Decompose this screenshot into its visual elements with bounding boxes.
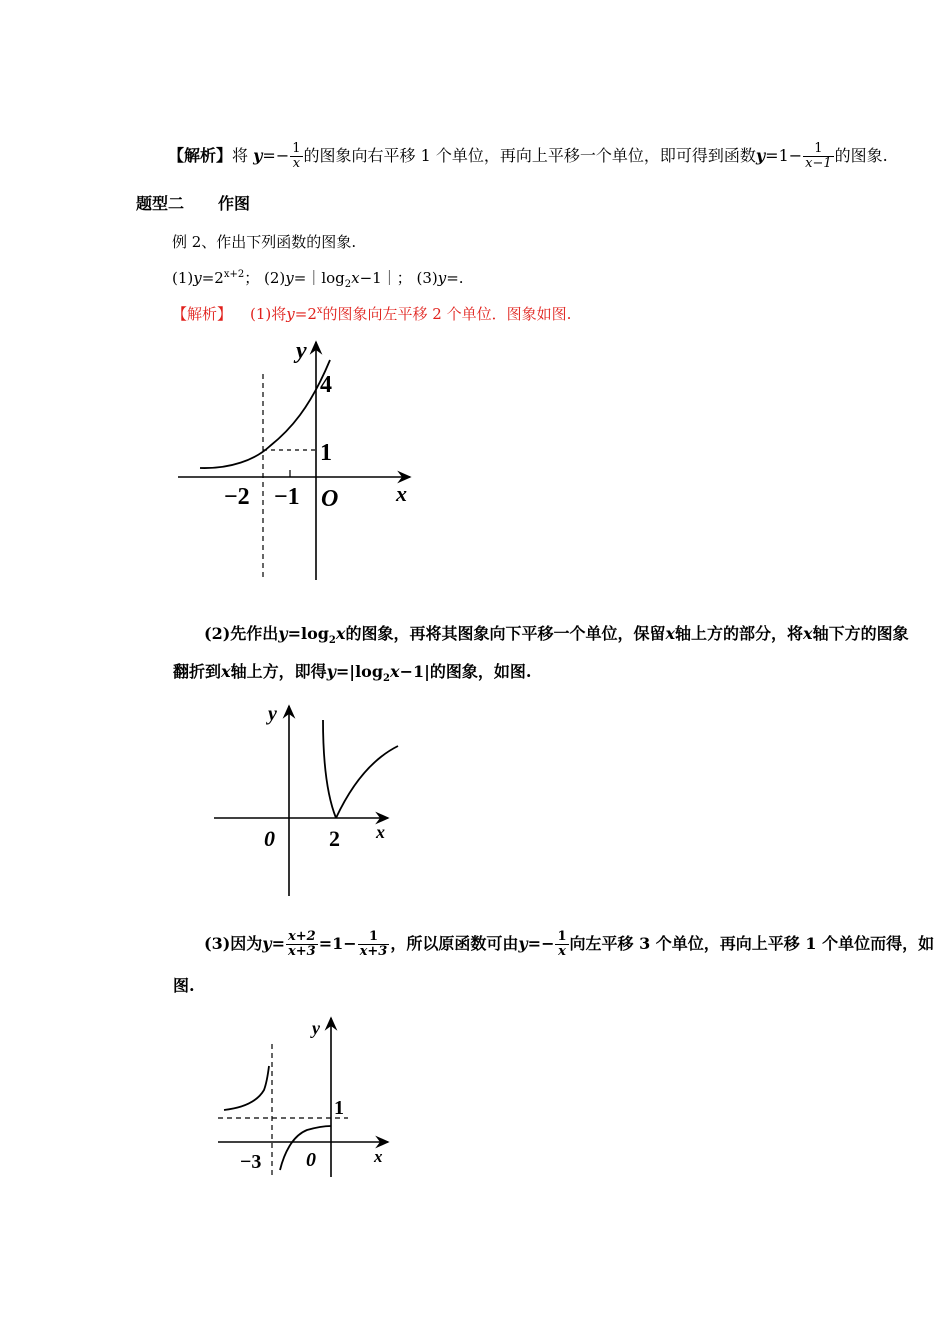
section-title: 题型二 作图 — [136, 194, 251, 213]
fraction: $\frac{x+2}{x+3}$ — [287, 929, 316, 959]
origin-label: 0 — [264, 826, 275, 851]
solution-paragraph-1: 【解析】将 y=− $\frac{1}{x}$ 的图象向右平移 1 个单位，再向上平移一个单位，即可得到函数y=1− $\frac{1}{x-1}$ 的图象. — [168, 141, 888, 171]
x-axis-label: x — [374, 1147, 383, 1166]
label-1: 1 — [320, 440, 332, 466]
label-neg3: −3 — [240, 1151, 262, 1173]
fraction: $\frac{1}{x}$ — [557, 929, 567, 959]
label-neg2: −2 — [224, 484, 250, 510]
solution-3-line-1: (3)因为y= $\frac{x+2}{x+3}$ =1− $\frac{1}{x+3}$ ，所以原函数可由y=− $\frac{1}{x}$ 向左平移 3 个单位，再向上平移 1 个单位而得，如 — [204, 929, 935, 959]
rational-curve-left — [224, 1066, 269, 1110]
fraction: $\frac{1}{x+3}$ — [359, 929, 388, 959]
y-axis-label: y — [296, 338, 307, 364]
y-axis-label: y — [312, 1018, 320, 1038]
y-axis-label: y — [268, 703, 277, 725]
label-neg1: −1 — [274, 484, 300, 510]
fraction: $\frac{1}{x-1}$ — [805, 141, 832, 171]
solution-3-line-2: 图. — [173, 976, 195, 995]
solution-tag: 【解析】 — [168, 146, 233, 165]
solution-1: 【解析】 (1)将$y=2^x$的图象向左平移 2 个单位．图象如图. — [172, 305, 572, 323]
label-1: 1 — [334, 1097, 344, 1119]
solution-2-line-1: (2)先作出$y=\log_2x$的图象，再将其图象向下平移一个单位，保留x轴上方的部分，将x轴下方的图象 — [204, 624, 909, 647]
example-questions: $(1)y=2^{x+2}$； $(2)y=|\log_2x-1|$； (3)y=. — [172, 269, 464, 290]
example-heading: 例 2、作出下列函数的图象. — [172, 233, 357, 251]
graph-exponential — [170, 330, 430, 590]
graph-rational — [212, 1012, 412, 1202]
log-curve-left — [323, 720, 336, 818]
fraction: $\frac{1}{x}$ — [292, 141, 301, 171]
graph-log-absolute — [210, 698, 410, 898]
label-2: 2 — [329, 826, 340, 851]
log-curve-right — [336, 746, 398, 818]
exponential-curve — [200, 360, 330, 468]
origin-label: 0 — [306, 1149, 316, 1171]
solution-2-line-2: 翻折到x轴上方，即得$y=|\log_2x-1|$的图象，如图. — [173, 662, 532, 685]
x-axis-label: x — [396, 481, 407, 506]
x-axis-label: x — [376, 822, 385, 842]
origin-label: O — [321, 486, 339, 512]
label-4: 4 — [320, 372, 332, 398]
